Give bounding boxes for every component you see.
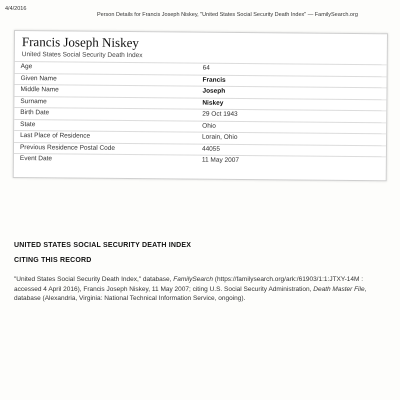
record-fields [14, 61, 387, 168]
field-value: 64 [202, 64, 210, 72]
field-value: Ohio [202, 122, 216, 130]
citation-part: "United States Social Security Death Index," database, [14, 276, 174, 283]
citing-heading: CITING THIS RECORD [14, 257, 92, 264]
field-value: Joseph [202, 87, 226, 95]
field-label: Middle Name [20, 86, 59, 94]
field-value: Francis [202, 76, 226, 84]
field-label: Surname [20, 97, 47, 105]
page-header [0, 6, 400, 16]
field-label: Previous Residence Postal Code [19, 143, 116, 152]
field-value: 44055 [201, 145, 221, 153]
field-value: 29 Oct 1943 [202, 110, 238, 118]
citation-part: (https://familysearch.org/ark:/61903/1:1:JTXY-14M : accessed 4 April 2016), Francis Joseph Niskey, 11 May 2007; citing U.S. Social Security Administration, [14, 276, 364, 293]
citation-italic: Death Master File [313, 285, 365, 293]
field-label: Event Date [19, 155, 53, 163]
field-value: Lorain, Ohio [202, 133, 238, 141]
field-label: Last Place of Residence [20, 132, 91, 140]
record-source: United States Social Security Death Index [21, 51, 143, 60]
field-value: Niskey [202, 99, 224, 107]
field-label: Age [20, 63, 33, 71]
print-date: 4/4/2016 [5, 6, 27, 12]
citation-italic: FamilySearch [173, 276, 213, 283]
record-card [13, 30, 388, 181]
field-label: Given Name [20, 74, 57, 82]
collection-heading: UNITED STATES SOCIAL SECURITY DEATH INDEX [14, 242, 192, 249]
field-value: 11 May 2007 [201, 156, 240, 164]
field-label: State [20, 120, 36, 128]
citation-part: , database (Alexandria, Virginia: National Technical Information Service, ongoing). [14, 285, 367, 302]
citation-text [14, 275, 384, 304]
print-title: Person Details for Francis Joseph Niskey, "United States Social Security Death Index" — FamilySearch.org [97, 12, 358, 18]
field-label: Birth Date [20, 109, 50, 117]
person-name: Francis Joseph Niskey [21, 34, 139, 51]
field-row-event-date [14, 153, 386, 168]
